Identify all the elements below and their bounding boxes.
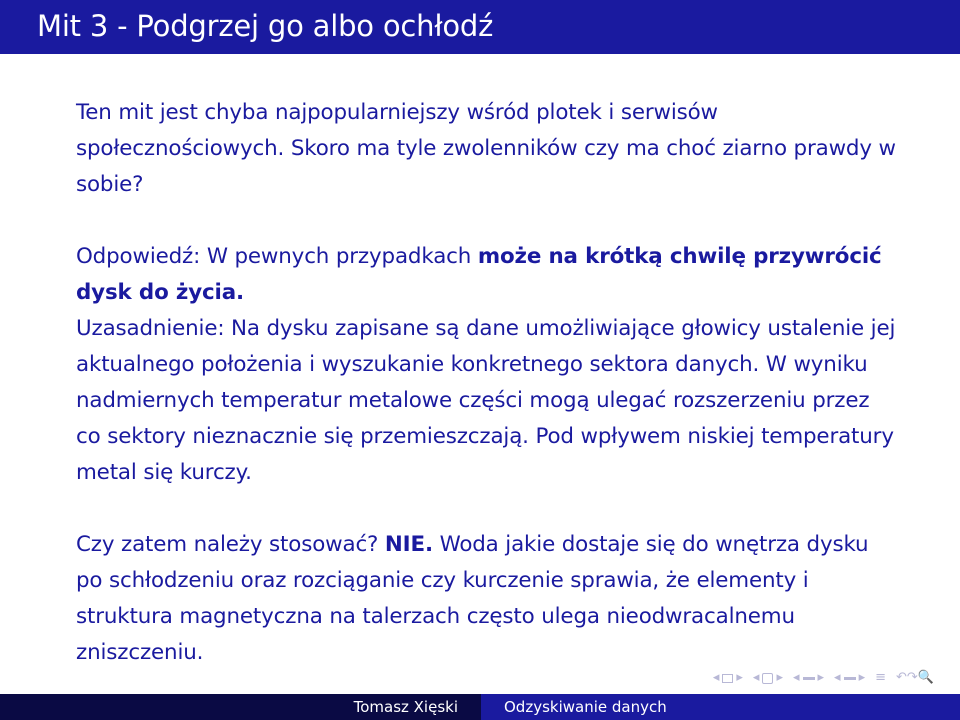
footer-author: Tomasz Xięski <box>0 694 481 720</box>
answer-prefix: Odpowiedź: W pewnych przypadkach <box>76 244 478 269</box>
nav-subsection-group <box>753 669 783 687</box>
frame-icon[interactable] <box>722 674 733 683</box>
intro-paragraph: Ten mit jest chyba najpopularniejszy wśród plotek i serwisów społecznościowych. Skoro ma tyle zwolenników czy ma choć ziarno prawdy w sobie? <box>76 100 896 197</box>
question-prefix: Czy zatem należy stosować? <box>76 532 385 557</box>
question-rest: Woda jakie dostaje się do wnętrza dysku po schłodzeniu oraz rozciąganie czy kurczenie sprawia, że elementy i struktura magnetyczna na talerzach często ulega nieodwracalnemu zniszczeniu. <box>76 532 869 665</box>
prev-document-icon[interactable]: ◂ <box>834 670 841 685</box>
next-document-icon[interactable]: ▸ <box>858 670 866 685</box>
answer-paragraph <box>76 239 896 311</box>
answer-emphasis: może na krótką chwilę przywrócić dysk do życia. <box>76 244 882 305</box>
slide-content <box>76 95 896 671</box>
back-forward-search-icon[interactable]: ↶↷🔍 <box>896 670 934 685</box>
document-icon[interactable] <box>844 677 856 680</box>
subsection-icon[interactable] <box>762 673 773 684</box>
nav-document-group <box>834 669 865 687</box>
beamer-navigation-bar <box>713 668 934 688</box>
title-bar <box>0 0 960 54</box>
nav-section-group <box>793 669 824 687</box>
next-section-icon[interactable]: ▸ <box>817 670 825 685</box>
question-emphasis: NIE. <box>384 532 433 557</box>
footer <box>0 694 960 720</box>
next-subsection-icon[interactable]: ▸ <box>776 670 783 685</box>
slide-title: Mit 3 - Podgrzej go albo ochłodź <box>37 9 494 43</box>
prev-subsection-icon[interactable]: ◂ <box>752 670 760 685</box>
section-icon[interactable] <box>803 677 815 680</box>
justification-paragraph: Uzasadnienie: Na dysku zapisane są dane umożliwiające głowicy ustalenie jej aktualnego położenia i wyszukanie konkretnego sektora danych. W wyniku nadmiernych temperatur metalowe części mogą ulegać rozszerzeniu przez co sektory nieznacznie się przemieszczają. Pod wpływem niskiej temperatury metal się kurczy. <box>76 316 896 485</box>
align-icon[interactable]: ≡ <box>875 670 887 685</box>
next-frame-icon[interactable]: ▸ <box>736 670 743 685</box>
question-paragraph <box>76 527 896 671</box>
prev-section-icon[interactable]: ◂ <box>792 670 800 685</box>
prev-frame-icon[interactable]: ◂ <box>712 670 720 685</box>
nav-frame-group <box>713 669 743 687</box>
footer-topic: Odzyskiwanie danych <box>481 694 960 720</box>
